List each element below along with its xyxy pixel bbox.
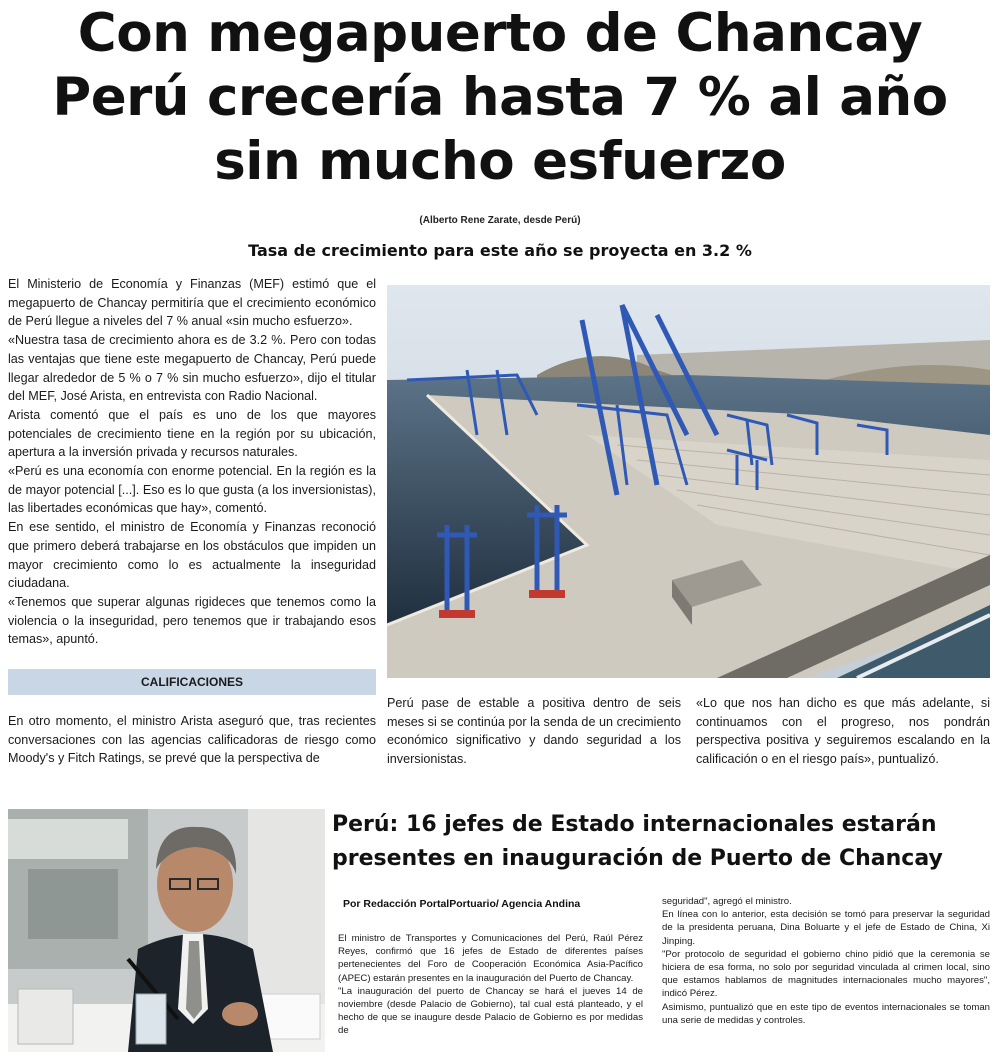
section-title-calificaciones: CALIFICACIONES [8, 669, 376, 695]
headline-line-3: sin mucho esfuerzo [214, 131, 786, 192]
paragraph: El Ministerio de Economía y Finanzas (MEF) estimó que el megapuerto de Chancay permitiría que el crecimiento económico de Perú llegue a niveles del 7 % anual «sin mucho esfuerzo». [8, 277, 376, 329]
main-headline [0, 2, 1000, 194]
paragraph: En línea con lo anterior, esta decisión se tomó para preservar la seguridad de la presidenta peruana, Dina Boluarte y el jefe de Estado de China, Xi Jinping. [662, 909, 990, 947]
article2-headline-line-2: presentes en inauguración de Puerto de Chancay [332, 846, 943, 871]
paragraph: «Tenemos que superar algunas rigideces que tenemos como la violencia o la inseguridad, pero tenemos que ir trabajando esos temas», apuntó. [8, 594, 376, 647]
paragraph: "La inauguración del puerto de Chancay se hará el jueves 14 de noviembre (desde Palacio de Gobierno), tal cual está planteado, y el hecho de que se inaugure desde Palacio de Gobierno es por medidas de [338, 985, 643, 1037]
calificaciones-column-1: En otro momento, el ministro Arista aseguró que, tras recientes conversaciones con las agencias calificadoras de riesgo como Moody's y Fitch Ratings, se prevé que la perspectiva de [8, 714, 376, 766]
article2-headline-line-1: Perú: 16 jefes de Estado internacionales estarán [332, 812, 937, 837]
calificaciones-column-2: Perú pase de estable a positiva dentro de seis meses si se continúa por la senda de un crecimiento económico significativo y dando seguridad a los inversionistas. [387, 696, 681, 767]
byline: (Alberto Rene Zarate, desde Perú) [419, 215, 581, 226]
article-body-left [8, 275, 376, 649]
paragraph: seguridad", agregó el ministro. [662, 896, 792, 907]
paragraph: «Nuestra tasa de crecimiento ahora es de 3.2 %. Pero con todas las ventajas que tiene este megapuerto de Chancay, Perú puede llegar alrededor de 5 % o 7 % sin mucho esfuerzo», dijo el titular del MEF, José Arista, en entrevista con Radio Nacional. [8, 333, 376, 404]
article2-headline [332, 808, 992, 876]
article2-column-1 [338, 932, 643, 1038]
minister-portrait-photo [8, 809, 325, 1052]
article2-column-2 [662, 895, 990, 1027]
paragraph: «Perú es una economía con enorme potencial. En la región es la de mayor potencial [...]. Eso es lo que gusta (a los inversionistas), las libertades económicas que hay», comentó. [8, 464, 376, 516]
calificaciones-column-3: «Lo que nos han dicho es que más adelante, si continuamos con el progreso, nos pondrán perspectiva positiva y seguiremos escalando en la calificación o en el riesgo país», puntualizó. [696, 696, 990, 767]
paragraph: Asimismo, puntualizó que en este tipo de eventos internacionales se toman una serie de medidas y controles. [662, 1001, 990, 1026]
subheadline: Tasa de crecimiento para este año se proyecta en 3.2 % [248, 241, 752, 260]
paragraph: Arista comentó que el país es uno de los que mayores potenciales de crecimiento tiene en la región por su ubicación, apertura a la inversión privada y recursos naturales. [8, 407, 376, 460]
chancay-port-photo [387, 285, 990, 678]
paragraph: "Por protocolo de seguridad el gobierno chino pidió que la ceremonia se hiciera de esa forma, no solo por seguridad vinculada al crimen local, sino que estamos hablamos de magnitudes internacionales mucho mayores", indicó Pérez. [662, 948, 990, 1000]
paragraph: El ministro de Transportes y Comunicaciones del Perú, Raúl Pérez Reyes, confirmó que 16 jefes de Estado de diferentes países pertenecientes del Foro de Cooperación Económica Asia-Pacífico (APEC) estarán presentes en la inauguración del Puerto de Chancay. [338, 933, 643, 984]
article2-byline: Por Redacción PortalPortuario/ Agencia Andina [343, 898, 581, 910]
headline-line-2: Perú crecería hasta 7 % al año [52, 67, 948, 128]
paragraph: En ese sentido, el ministro de Economía y Finanzas reconoció que primero deberá trabajarse en los obstáculos que impiden un mayor crecimiento como lo es actualmente la inseguridad ciudadana. [8, 520, 376, 591]
headline-line-1: Con megapuerto de Chancay [77, 3, 923, 64]
